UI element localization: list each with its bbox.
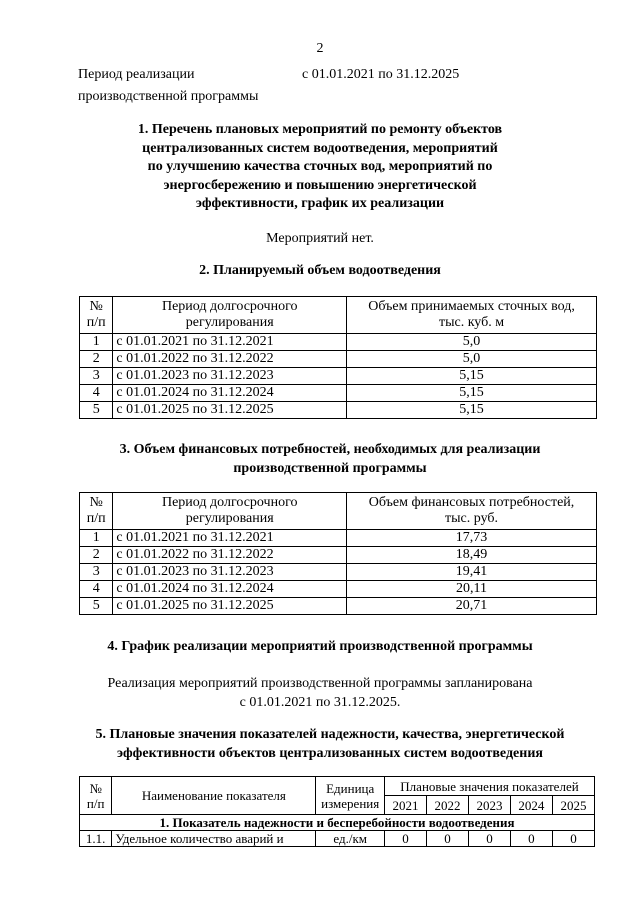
section5-heading-line: эффективности объектов централизованных систем водоотведения [117,745,543,761]
table-row [80,831,595,847]
section1-heading-line: энергосбережению и повышению энергетической [163,177,477,193]
row-value: 5,15 [347,368,597,385]
table-row [80,598,597,615]
row-period: с 01.01.2022 по 31.12.2022 [113,547,347,564]
row-num: 5 [80,598,113,615]
table-row [80,530,597,547]
row-num: 4 [80,385,113,402]
header-year: 2025 [552,796,594,815]
row-name: Удельное количество аварий и [112,831,316,847]
header-unit [316,777,385,815]
section5-heading-line: 5. Плановые значения показателей надежности, качества, энергетической [95,727,565,742]
header-period [113,297,347,334]
row-period: с 01.01.2024 по 31.12.2024 [113,581,347,598]
table-row [80,564,597,581]
row-period: с 01.01.2025 по 31.12.2025 [113,402,347,419]
page-number: 2 [316,41,324,56]
header-value-line1: Объем финансовых потребностей, [368,495,575,510]
row-period: с 01.01.2023 по 31.12.2023 [113,368,347,385]
header-num [80,777,112,815]
finance-table [79,492,597,615]
row-value: 18,49 [347,547,597,564]
row-num: 1 [80,530,113,547]
header-unit-line1: Единица [326,780,375,796]
period-label-line2: производственной программы [78,89,259,104]
header-year: 2024 [510,796,552,815]
header-num-line1: № [89,299,103,314]
table-row [80,385,597,402]
header-value [347,493,597,530]
header-num [80,493,113,530]
period-label-line1: Период реализации [78,67,195,82]
table-row [80,581,597,598]
row-num: 3 [80,564,113,581]
section2-heading: 2. Планируемый объем водоотведения [199,263,441,278]
row-period: с 01.01.2024 по 31.12.2024 [113,385,347,402]
section4-text-line2: с 01.01.2021 по 31.12.2025. [239,695,401,710]
row-num: 5 [80,402,113,419]
section1-text: Мероприятий нет. [266,231,374,246]
row-value: 5,15 [347,402,597,419]
volume-table [79,296,597,419]
header-num-line2: п/п [86,795,105,811]
period-value: с 01.01.2021 по 31.12.2025 [302,67,460,82]
header-value [347,297,597,334]
row-period: с 01.01.2023 по 31.12.2023 [113,564,347,581]
table-row [80,334,597,351]
table-row [80,351,597,368]
section4-text [80,674,560,712]
indicators-table [79,776,595,847]
row-value: 17,73 [347,530,597,547]
header-year: 2023 [468,796,510,815]
header-period-line1: Период долгосрочного [161,299,298,314]
section1-heading-line: эффективности, график их реализации [195,196,445,211]
header-value-line1: Объем принимаемых сточных вод, [368,299,575,314]
header-value-line2: тыс. куб. м [438,315,505,330]
section1-heading-line: 1. Перечень плановых мероприятий по ремонту объектов [137,122,503,137]
header-period [113,493,347,530]
row-value: 5,15 [347,385,597,402]
header-num-line1: № [89,495,103,510]
section3-heading [90,441,570,478]
table-row [80,368,597,385]
header-planned: Плановые значения показателей [384,777,594,796]
header-num-line1: № [89,780,102,796]
section3-heading-line: производственной программы [233,460,427,476]
row-value: 0 [510,831,552,847]
header-num [80,297,113,334]
row-value: 5,0 [347,351,597,368]
section5-heading [70,726,590,763]
row-num: 1.1. [80,831,112,847]
row-value: 0 [552,831,594,847]
table-header-row [80,493,597,530]
header-period-line1: Период долгосрочного [161,495,298,510]
row-value: 20,71 [347,598,597,615]
table-row [80,547,597,564]
row-num: 2 [80,547,113,564]
row-num: 4 [80,581,113,598]
row-num: 2 [80,351,113,368]
header-value-line2: тыс. руб. [445,511,499,526]
section4-text-line1: Реализация мероприятий производственной программы запланирована [107,676,533,691]
section1-heading-line: централизованных систем водоотведения, мероприятий [142,140,498,156]
section4-heading: 4. График реализации мероприятий производственной программы [107,639,533,654]
subsection-title: 1. Показатель надежности и бесперебойности водоотведения [80,815,595,831]
header-num-line2: п/п [86,315,106,330]
row-value: 5,0 [347,334,597,351]
section1-heading [100,121,540,214]
table-subsection-row [80,815,595,831]
row-value: 0 [468,831,510,847]
section1-heading-line: по улучшению качества сточных вод, мероприятий по [147,159,493,174]
row-period: с 01.01.2025 по 31.12.2025 [113,598,347,615]
header-year: 2021 [384,796,426,815]
table-header-row [80,777,595,796]
header-period-line2: регулирования [185,315,274,330]
header-year: 2022 [426,796,468,815]
row-value: 0 [384,831,426,847]
header-period-line2: регулирования [185,511,274,526]
row-value: 20,11 [347,581,597,598]
section3-heading-line: 3. Объем финансовых потребностей, необходимых для реализации [119,442,541,457]
table-row [80,402,597,419]
header-num-line2: п/п [86,511,106,526]
row-period: с 01.01.2022 по 31.12.2022 [113,351,347,368]
header-unit-line2: измерения [321,795,380,811]
table-header-row [80,297,597,334]
row-value: 19,41 [347,564,597,581]
row-period: с 01.01.2021 по 31.12.2021 [113,530,347,547]
row-value: 0 [426,831,468,847]
row-period: с 01.01.2021 по 31.12.2021 [113,334,347,351]
header-name: Наименование показателя [112,777,316,815]
row-num: 1 [80,334,113,351]
row-unit: ед./км [316,831,385,847]
row-num: 3 [80,368,113,385]
